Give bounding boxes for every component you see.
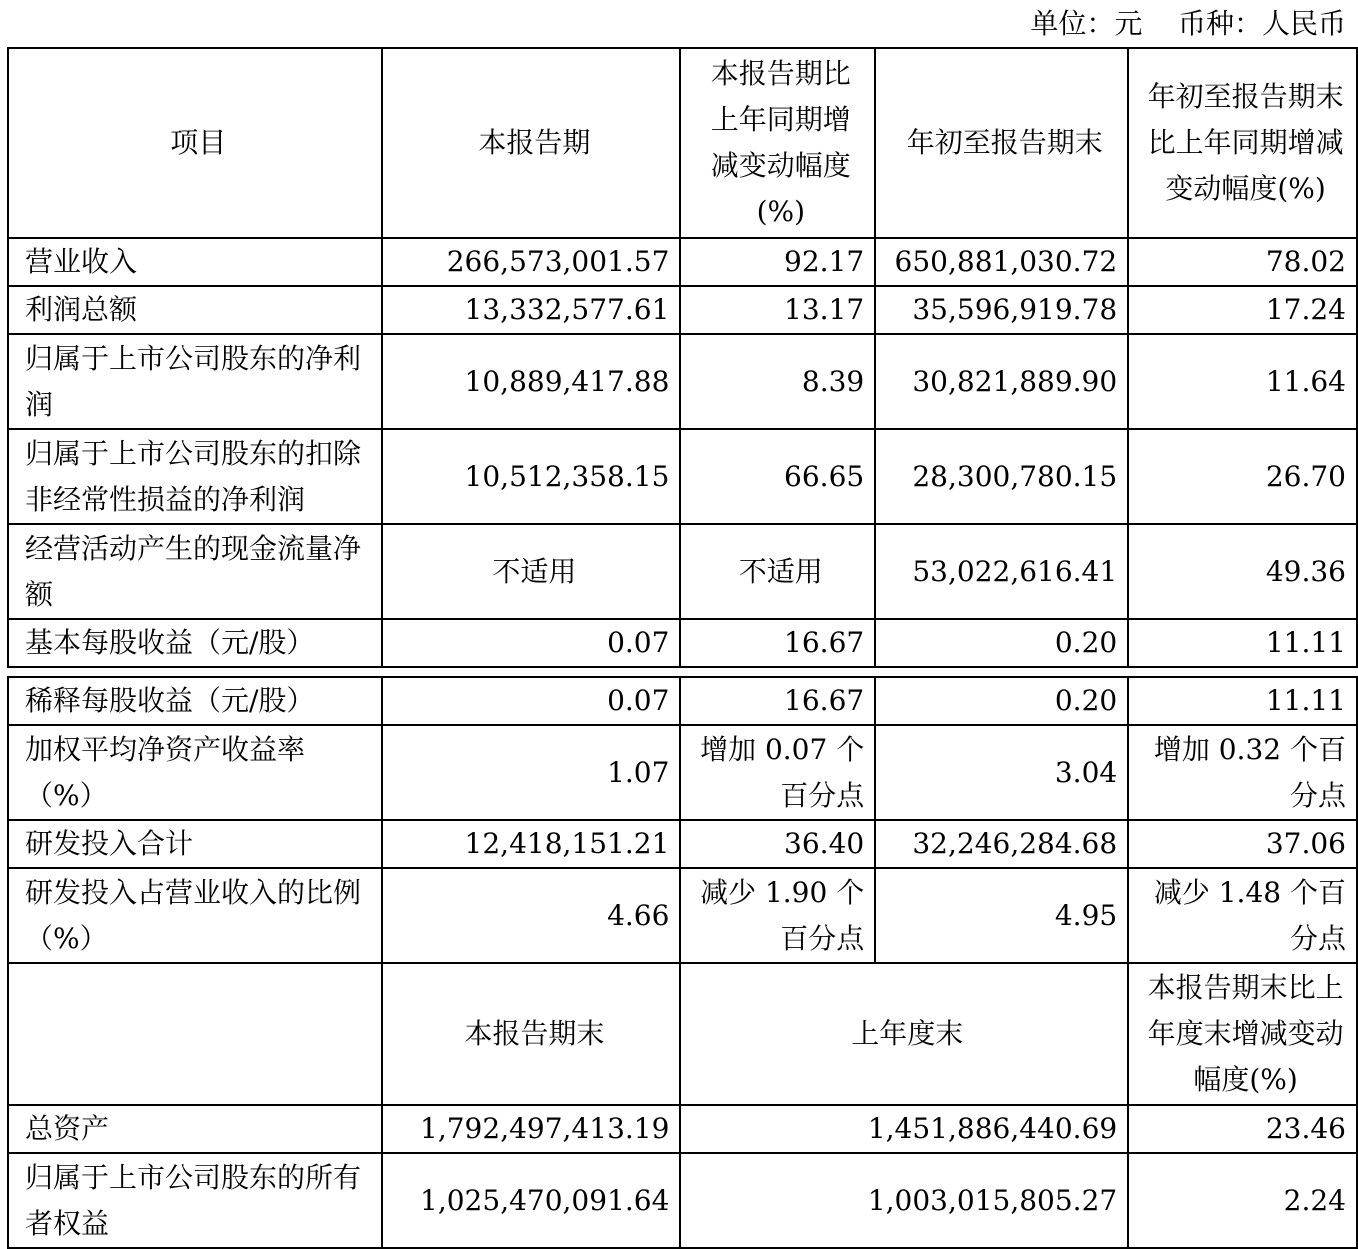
row-ytd-change: 78.02 — [1128, 238, 1357, 286]
header-current-period: 本报告期 — [382, 48, 680, 238]
header-ytd-change: 年初至报告期末比上年同期增减变动幅度(%) — [1128, 48, 1357, 238]
row-change: 66.65 — [680, 429, 875, 524]
table-header-row — [8, 48, 1357, 238]
row-current: 不适用 — [382, 524, 680, 619]
row-ytd-change: 增加 0.32 个百分点 — [1128, 725, 1357, 820]
table-row — [8, 725, 1357, 820]
row-ytd-change: 11.64 — [1128, 334, 1357, 429]
row-ytd-change: 17.24 — [1128, 286, 1357, 334]
row-item: 基本每股收益（元/股） — [8, 619, 382, 667]
row-period-end: 1,025,470,091.64 — [382, 1153, 680, 1248]
balance-header-row — [8, 963, 1357, 1105]
row-ytd-change: 26.70 — [1128, 429, 1357, 524]
row-current: 10,512,358.15 — [382, 429, 680, 524]
row-ytd: 3.04 — [875, 725, 1128, 820]
row-item: 营业收入 — [8, 238, 382, 286]
row-change: 不适用 — [680, 524, 875, 619]
row-ytd: 35,596,919.78 — [875, 286, 1128, 334]
row-current: 266,573,001.57 — [382, 238, 680, 286]
row-item: 加权平均净资产收益率（%） — [8, 725, 382, 820]
row-current: 0.07 — [382, 619, 680, 667]
header2-prior-year-end: 上年度末 — [680, 963, 1128, 1105]
row-item: 归属于上市公司股东的净利润 — [8, 334, 382, 429]
row-ytd-change: 减少 1.48 个百分点 — [1128, 868, 1357, 963]
table-row — [8, 238, 1357, 286]
row-ytd: 28,300,780.15 — [875, 429, 1128, 524]
row-ytd: 650,881,030.72 — [875, 238, 1128, 286]
row-current: 10,889,417.88 — [382, 334, 680, 429]
header2-item — [8, 963, 382, 1105]
row-ytd-change: 37.06 — [1128, 820, 1357, 868]
row-period-end: 1,792,497,413.19 — [382, 1105, 680, 1153]
row-ytd: 0.20 — [875, 619, 1128, 667]
financial-data-table — [7, 47, 1358, 1249]
table-row — [8, 820, 1357, 868]
header-ytd: 年初至报告期末 — [875, 48, 1128, 238]
row-item: 研发投入合计 — [8, 820, 382, 868]
table-row — [8, 334, 1357, 429]
table-gap — [8, 667, 1357, 677]
row-item: 总资产 — [8, 1105, 382, 1153]
row-current: 12,418,151.21 — [382, 820, 680, 868]
row-change: 增加 0.07 个百分点 — [680, 725, 875, 820]
table-row — [8, 286, 1357, 334]
row-current: 1.07 — [382, 725, 680, 820]
row-change: 16.67 — [680, 619, 875, 667]
row-ytd-change: 11.11 — [1128, 677, 1357, 725]
row-ytd: 30,821,889.90 — [875, 334, 1128, 429]
row-ytd: 53,022,616.41 — [875, 524, 1128, 619]
row-item: 归属于上市公司股东的扣除非经常性损益的净利润 — [8, 429, 382, 524]
row-ytd: 32,246,284.68 — [875, 820, 1128, 868]
table-row — [8, 1153, 1357, 1248]
table-row — [8, 1105, 1357, 1153]
table-row — [8, 524, 1357, 619]
row-ytd-change: 49.36 — [1128, 524, 1357, 619]
row-change: 36.40 — [680, 820, 875, 868]
row-ytd: 0.20 — [875, 677, 1128, 725]
row-change: 16.67 — [680, 677, 875, 725]
row-ytd: 4.95 — [875, 868, 1128, 963]
row-prior-year-end: 1,003,015,805.27 — [680, 1153, 1128, 1248]
table-row — [8, 677, 1357, 725]
row-current: 13,332,577.61 — [382, 286, 680, 334]
header2-change: 本报告期末比上年度末增减变动幅度(%) — [1128, 963, 1357, 1105]
row-item: 研发投入占营业收入的比例（%） — [8, 868, 382, 963]
row-change: 92.17 — [680, 238, 875, 286]
table-row — [8, 868, 1357, 963]
row-item: 归属于上市公司股东的所有者权益 — [8, 1153, 382, 1248]
row-item: 利润总额 — [8, 286, 382, 334]
row-item: 经营活动产生的现金流量净额 — [8, 524, 382, 619]
row-change: 13.17 — [680, 286, 875, 334]
header-current-change: 本报告期比上年同期增减变动幅度(%) — [680, 48, 875, 238]
row-item: 稀释每股收益（元/股） — [8, 677, 382, 725]
table-row — [8, 619, 1357, 667]
row-change: 减少 1.90 个百分点 — [680, 868, 875, 963]
row-current: 4.66 — [382, 868, 680, 963]
row-current: 0.07 — [382, 677, 680, 725]
row-change: 23.46 — [1128, 1105, 1357, 1153]
row-change: 8.39 — [680, 334, 875, 429]
table-row — [8, 429, 1357, 524]
unit-currency-note: 单位：元 币种：人民币 — [1030, 7, 1346, 40]
header2-period-end: 本报告期末 — [382, 963, 680, 1105]
row-prior-year-end: 1,451,886,440.69 — [680, 1105, 1128, 1153]
row-ytd-change: 11.11 — [1128, 619, 1357, 667]
header-item: 项目 — [8, 48, 382, 238]
row-change: 2.24 — [1128, 1153, 1357, 1248]
